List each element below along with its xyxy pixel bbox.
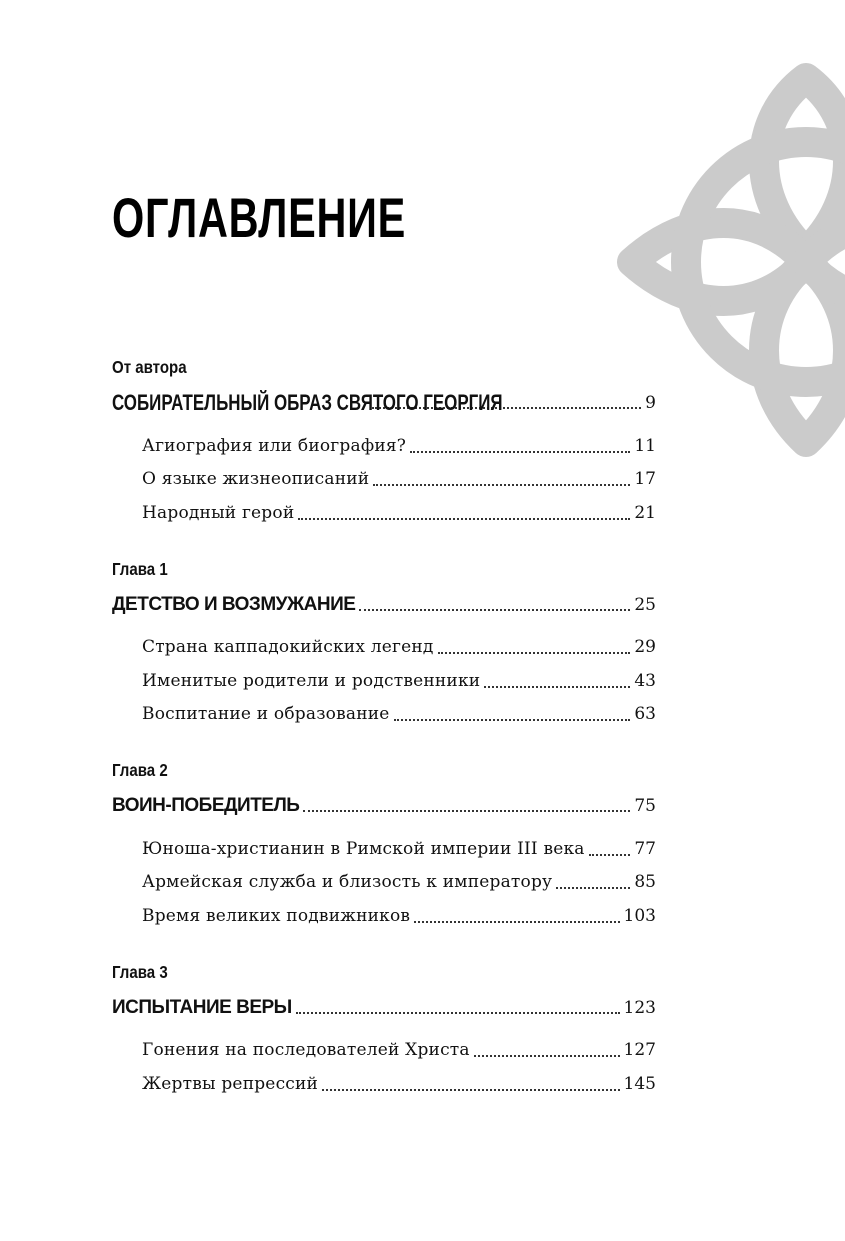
page-number: 21 <box>634 502 656 523</box>
entry-title: Воспитание и образование <box>142 704 390 724</box>
chapter-title: СОБИРАТЕЛЬНЫЙ ОБРАЗ СВЯТОГО ГЕОРГИЯ <box>112 390 503 415</box>
toc-entry[interactable] <box>142 1064 656 1098</box>
toc-entry[interactable] <box>142 829 656 863</box>
page-number: 123 <box>623 997 656 1018</box>
chapter-title: ИСПЫТАНИЕ ВЕРЫ <box>112 996 292 1018</box>
page-number: 75 <box>634 796 656 816</box>
entry-title: Время великих подвижников <box>142 905 411 926</box>
entry-title: О языке жизнеописаний <box>142 469 370 489</box>
toc-entry[interactable] <box>142 695 656 729</box>
page-number: 25 <box>634 594 656 615</box>
toc-section-chapter-2 <box>112 755 656 930</box>
page-number: 63 <box>634 704 656 724</box>
chapter-row[interactable] <box>112 382 656 418</box>
toc-section-preface <box>112 352 656 527</box>
dot-leader <box>373 484 630 486</box>
page-number: 85 <box>634 872 656 892</box>
dot-leader <box>359 609 630 611</box>
dot-leader <box>296 1012 620 1014</box>
page-number: 11 <box>634 435 656 456</box>
entry-title: Народный герой <box>142 502 295 523</box>
table-of-contents <box>112 352 656 1125</box>
page-number: 127 <box>623 1040 656 1060</box>
chapter-row[interactable] <box>112 987 656 1023</box>
dot-leader <box>394 719 631 721</box>
dot-leader <box>410 451 630 453</box>
page-number: 43 <box>634 670 656 691</box>
page-number: 29 <box>634 637 656 657</box>
toc-section-chapter-3 <box>112 957 656 1098</box>
page-number: 103 <box>623 905 656 926</box>
toc-entry[interactable] <box>142 493 656 527</box>
toc-entry[interactable] <box>142 460 656 494</box>
page-number: 77 <box>634 838 656 859</box>
dot-leader <box>322 1089 619 1091</box>
toc-entry[interactable] <box>142 896 656 930</box>
chapter-row[interactable] <box>112 785 656 821</box>
entry-title: Армейская служба и близость к императору <box>142 872 553 892</box>
dot-leader <box>474 1055 620 1057</box>
chapter-title: ДЕТСТВО И ВОЗМУЖАНИЕ <box>112 593 356 615</box>
chapter-row[interactable] <box>112 584 656 620</box>
dot-leader <box>484 686 630 688</box>
section-label: Глава 3 <box>112 961 168 982</box>
dot-leader <box>589 854 631 856</box>
entry-title: Агиография или биография? <box>142 435 407 456</box>
entry-title: Жертвы репрессий <box>142 1073 319 1094</box>
dot-leader <box>414 921 619 923</box>
entry-title: Гонения на последователей Христа <box>142 1040 470 1060</box>
toc-entry[interactable] <box>142 661 656 695</box>
dot-leader <box>303 810 630 812</box>
chapter-title: ВОИН-ПОБЕДИТЕЛЬ <box>112 795 300 816</box>
entry-title: Страна каппадокийских легенд <box>142 637 434 657</box>
section-label: От автора <box>112 357 187 377</box>
dot-leader <box>438 652 631 654</box>
section-label: Глава 2 <box>112 760 168 780</box>
entry-title: Именитые родители и родственники <box>142 670 481 691</box>
entry-title: Юноша-христианин в Римской империи III века <box>142 838 585 859</box>
section-label: Глава 1 <box>112 558 168 579</box>
toc-section-chapter-1 <box>112 554 656 729</box>
toc-entry[interactable] <box>142 628 656 662</box>
toc-entry[interactable] <box>142 863 656 897</box>
page-number: 9 <box>645 393 656 413</box>
dot-leader <box>298 518 630 520</box>
dot-leader <box>556 887 630 889</box>
toc-entry[interactable] <box>142 1031 656 1065</box>
toc-entry[interactable] <box>142 426 656 460</box>
page-number: 17 <box>634 469 656 489</box>
page-number: 145 <box>623 1073 656 1094</box>
page-title: ОГЛАВЛЕНИЕ <box>112 186 407 249</box>
